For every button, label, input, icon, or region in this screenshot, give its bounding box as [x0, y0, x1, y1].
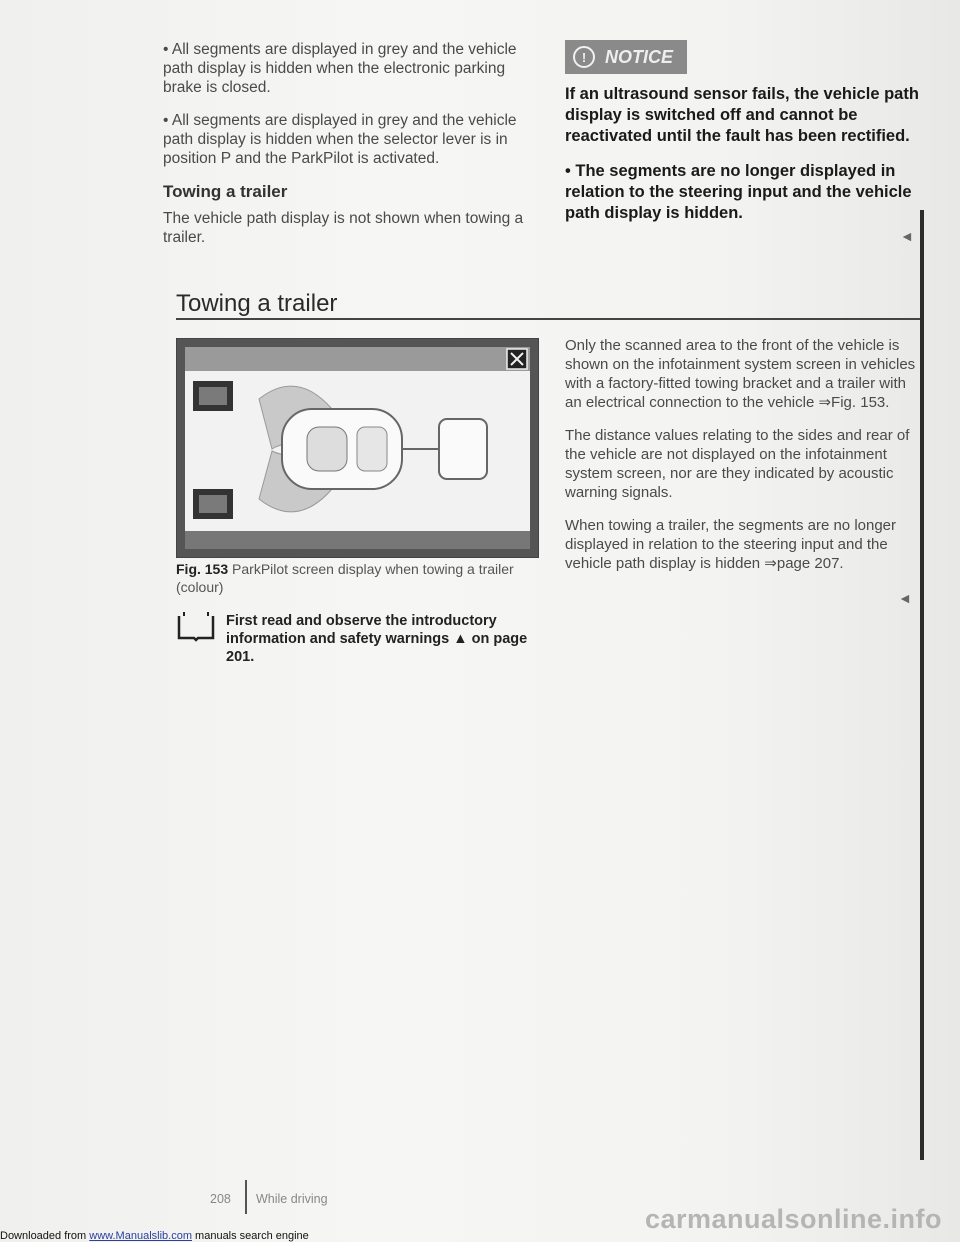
watermark: carmanualsonline.info [644, 1204, 942, 1234]
page-number: 208 [210, 1192, 231, 1206]
section-divider [176, 318, 920, 320]
towing-subheading: Towing a trailer [163, 182, 288, 201]
parkpilot-figure [176, 338, 539, 558]
download-banner: Downloaded from www.Manualslib.com manuals search engine [0, 1230, 309, 1242]
info-icon: ! [573, 46, 595, 68]
top-left-column [163, 40, 541, 261]
towing-paragraph: The vehicle path display is not shown when towing a trailer. [163, 210, 524, 246]
warning-icon: ▲ [453, 631, 468, 647]
bullet-parking-brake: • All segments are displayed in grey and the vehicle path display is hidden when the electronic parking brake is closed. [163, 41, 517, 96]
figure-caption [176, 560, 537, 596]
manualslib-link[interactable]: www.Manualslib.com [89, 1230, 192, 1242]
notice-label: NOTICE [605, 46, 674, 67]
page-edge-shadow [920, 210, 924, 1160]
notice-sensor-text: If an ultrasound sensor fails, the vehicle path display is switched off and cannot be reactivated until the fault has been rectified. [565, 85, 919, 145]
end-of-section-mark-2: ◄ [898, 590, 912, 606]
intro-note [176, 612, 537, 666]
notice-badge [565, 40, 687, 74]
intro-note-page-ref: on page 201. [226, 631, 528, 665]
right-paragraph-3: When towing a trailer, the segments are no longer displayed in relation to the steering input and the vehicle path display is hidden ⇒page 207. [565, 517, 897, 572]
intro-note-text: First read and observe the introductory information and safety warnings ▲ on page 201. [226, 613, 528, 665]
right-paragraph-2: The distance values relating to the sides and rear of the vehicle are not displayed on the infotainment system screen, nor are they indicated by acoustic warning signals. [565, 427, 910, 501]
section-title: Towing a trailer [176, 290, 338, 317]
parkpilot-screen-illustration [177, 339, 538, 557]
figure-caption-text: ParkPilot screen display when towing a trailer (colour) [176, 561, 514, 595]
end-of-section-mark: ◄ [900, 228, 914, 244]
right-paragraph-1: Only the scanned area to the front of the vehicle is shown on the infotainment system screen in vehicles with a factory-fitted towing bracket and a trailer with an electrical connection to the vehicle ⇒Fig. 153. [565, 337, 916, 411]
book-icon [176, 612, 216, 642]
right-body-column [565, 336, 920, 587]
figure-label: Fig. 153 [176, 561, 229, 577]
bullet-selector-lever: • All segments are displayed in grey and the vehicle path display is hidden when the selector lever is in position P and the ParkPilot is activated. [163, 112, 517, 167]
footer-separator [245, 1180, 247, 1214]
notice-segments-text: • The segments are no longer displayed in relation to the steering input and the vehicle path display is hidden. [565, 162, 912, 222]
notice-box [565, 40, 925, 238]
trailer-outline [439, 419, 487, 479]
footer-section-name: While driving [256, 1192, 328, 1206]
